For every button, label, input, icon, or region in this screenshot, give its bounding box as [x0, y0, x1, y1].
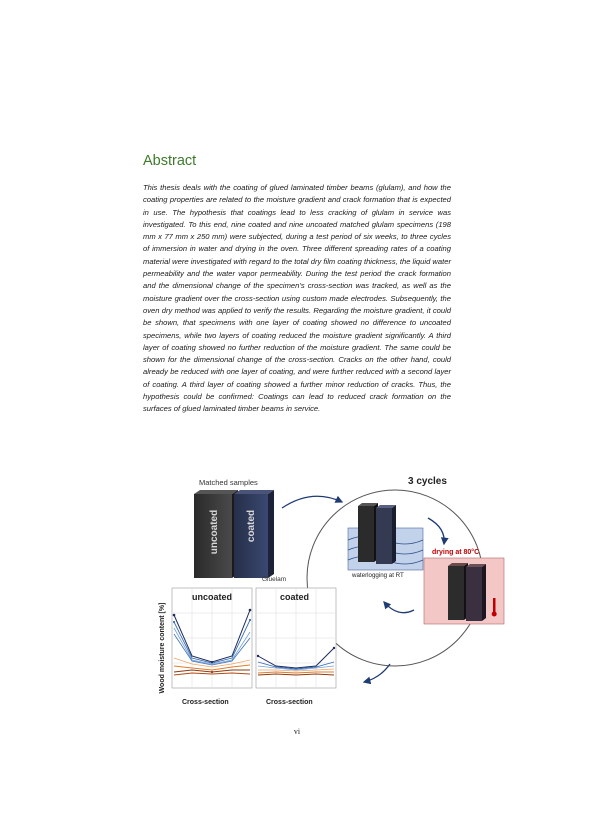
matched-samples-label: Matched samples: [199, 478, 258, 487]
panel-coated-title: coated: [280, 592, 310, 602]
process-figure: [152, 470, 480, 710]
drying-illustration: [424, 558, 504, 624]
waterlogging-label: waterlogging at RT: [352, 572, 404, 579]
abstract-heading: Abstract: [143, 153, 197, 169]
matched-samples-blocks: [194, 490, 274, 578]
waterlogging-illustration: [348, 503, 423, 570]
abstract-text: This thesis deals with the coating of glued laminated timber beams (glulam), and how the coating properties are related to the moisture gradient and crack formation that is expected in use. The hypothesis that coatings lead to less cracking of glulam in service was investigated. To this end, nine coated and nine uncoated matched glulam specimens (198 mm x 77 mm x 250 mm) were subjected, during a test period of six weeks, to three cycles of immersion in water and drying in the oven. Three different spreading rates of a coating material were investigated with regard to the total dry film coating thickness, the liquid water permeability and the water vapor permeability. During the test period the crack formation and the dimensional change of the specimen’s cross-section was tracked, as well as the moisture gradient over the cross-section using custom made electrodes. Subsequently, the oven dry method was applied to verify the results. Regarding the moisture gradient, it could be shown, that specimens with one layer of coating showed no difference to uncoated specimens, while two layers of coating reduced the moisture gradient significantly. A third layer of coating showed no further reduction of the moisture gradient. The same could be shown for the dimensional change of the cross-section. Cracks on the other hand, could already be reduced with one layer of coating, and were further reduced with a second layer of coating. A third layer of coating showed a further minor reduction of cracks. Thus, the hypothesis could be confirmed: Coatings can lead to reduced crack formation on the surfaces of glued laminated timber beams in service.: [143, 183, 451, 414]
uncoated-block-label: uncoated: [209, 509, 220, 555]
panel-uncoated: [172, 588, 252, 688]
panel-uncoated-title: uncoated: [192, 592, 233, 602]
x-axis-label-left: Cross-section: [182, 699, 229, 706]
arrow-to-cycle: [282, 496, 342, 508]
arrow-to-charts: [364, 664, 390, 682]
arrow-drying-to-water: [384, 602, 414, 613]
gluelam-label: Gluelam: [262, 576, 287, 583]
panel-coated: [256, 588, 336, 688]
coated-block-label: coated: [246, 509, 257, 543]
arrow-to-drying: [428, 518, 444, 544]
cycles-label: 3 cycles: [408, 476, 447, 487]
figure-svg: [152, 470, 480, 710]
page-number: vi: [293, 727, 301, 736]
drying-label: drying at 80°C: [432, 549, 480, 556]
y-axis-label: Wood moisture content [%]: [159, 602, 166, 694]
x-axis-label-right: Cross-section: [266, 699, 313, 706]
